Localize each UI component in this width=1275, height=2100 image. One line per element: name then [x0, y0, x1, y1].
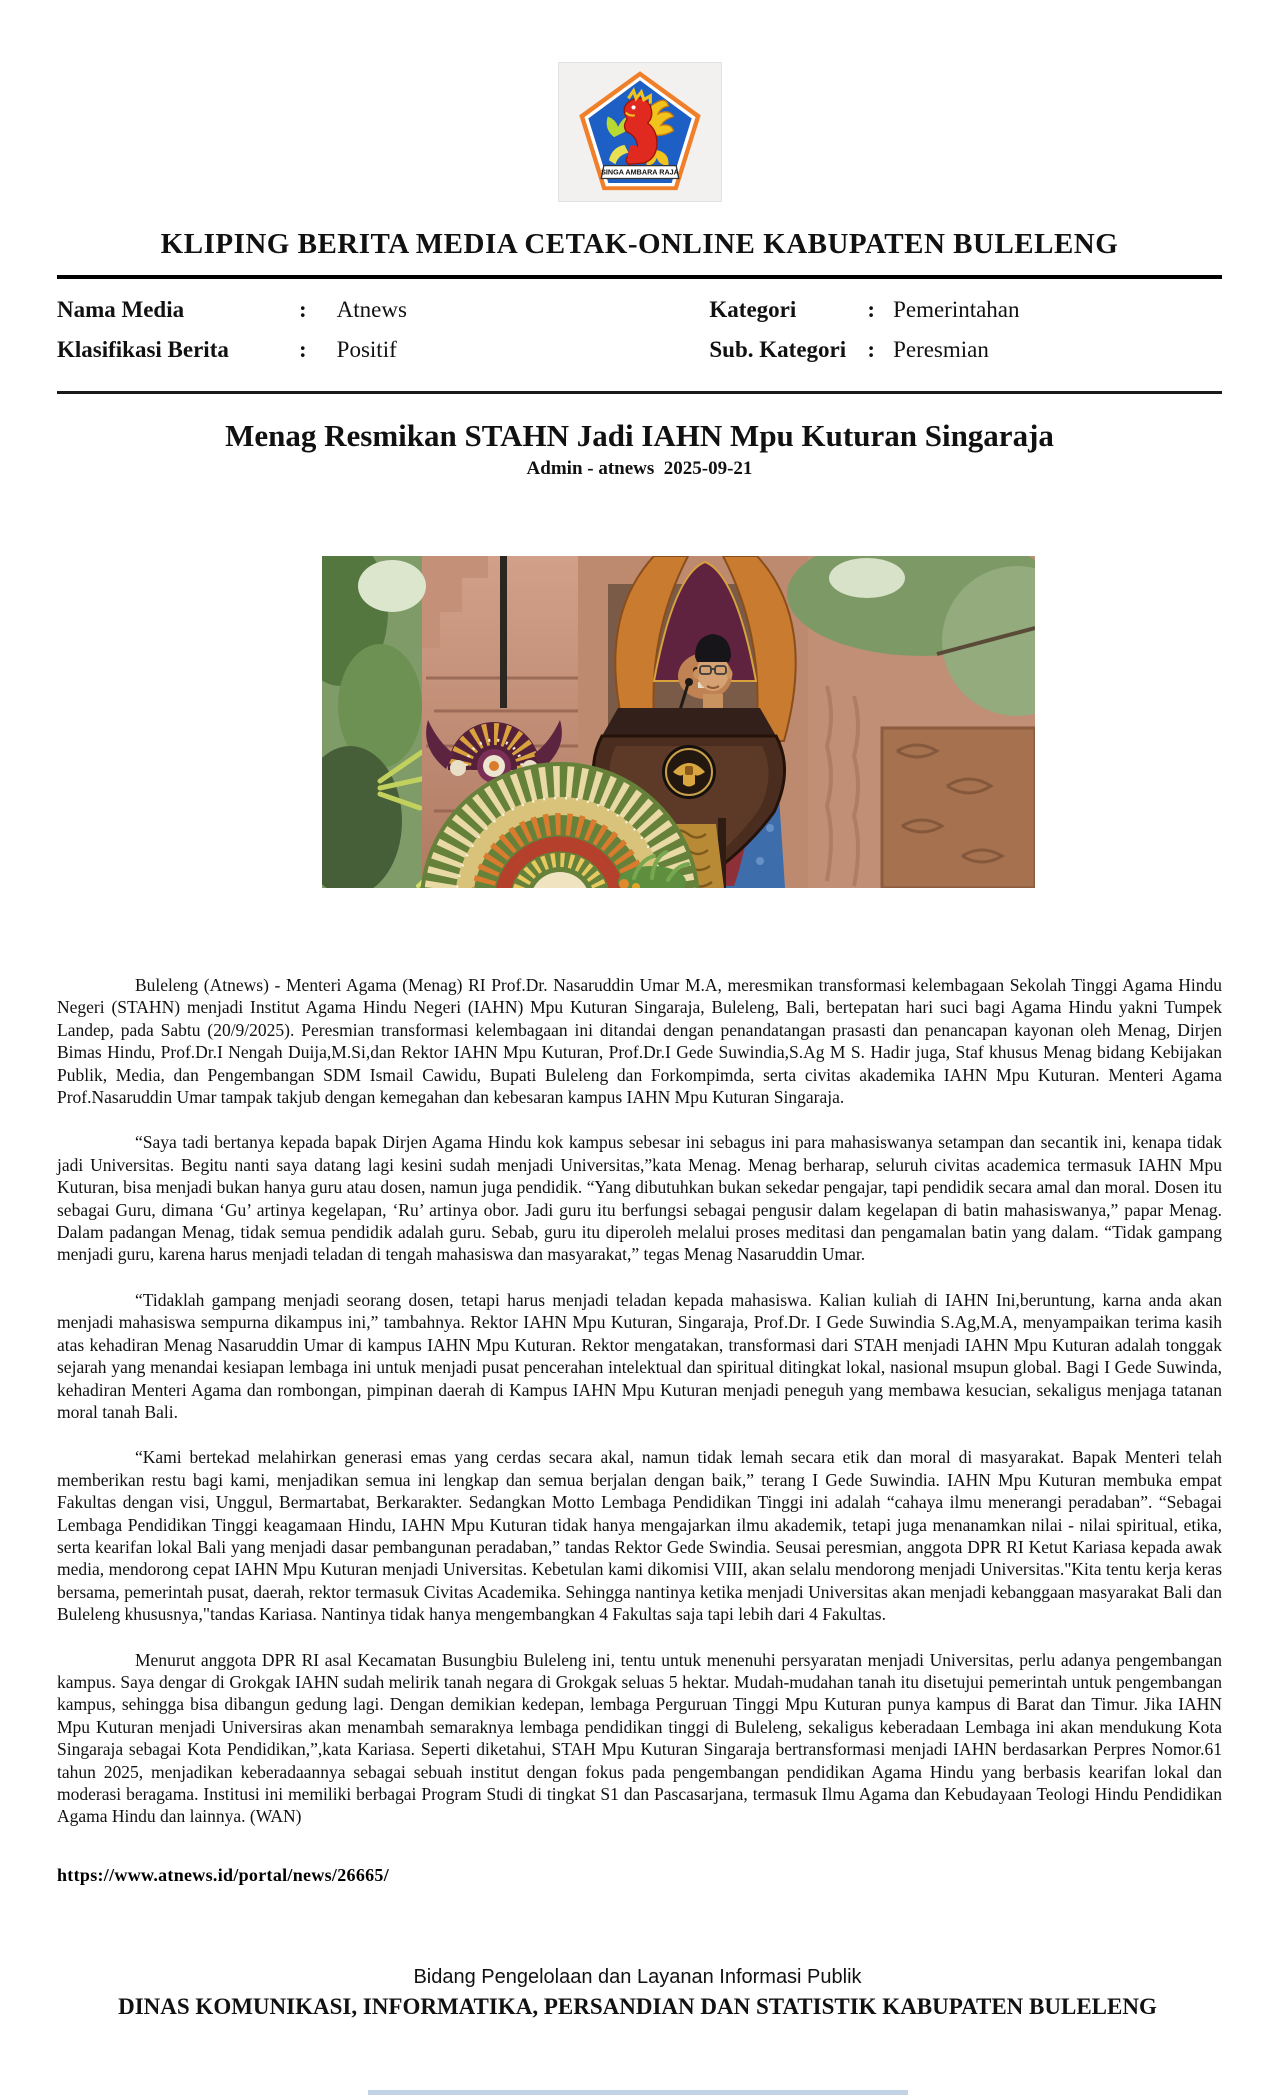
bottom-edge-artifact [368, 2090, 908, 2095]
paragraph-1: Buleleng (Atnews) - Menteri Agama (Menag) RI Prof.Dr. Nasaruddin Umar M.A, meresmikan transformasi kelembagaan Sekolah Tinggi Agama Hindu Negeri (STAHN) menjadi Institut Agama Hindu Negeri (IAHN) Mpu Kuturan Singaraja, Buleleng, Bali, bertepatan hari suci bagi Agama Hindu yakni Tumpek Landep, pada Sabtu (20/9/2025). Peresmian transformasi kelembagaan ini ditandai dengan penandatangan prasasti dan penancapan kayonan oleh Menag, Dirjen Bimas Hindu, Prof.Dr.I Nengah Duija,M.Si,dan Rektor IAHN Mpu Kuturan, Prof.Dr.I Gede Suwindia,S.Ag M S. Hadir juga, Staf khusus Menag bidang Kebijakan Publik, Media, dan Pengembangan SDM Ismail Cawidu, Bupati Buleleng dan Forkompimda, serta civitas akademika IAHN Mpu Kuturan. Menteri Agama Prof.Nasaruddin Umar tampak takjub dengan kemegahan dan kebesaran kampus IAHN Mpu Kuturan Singaraja. [57, 975, 1222, 1108]
footer-department-line: Bidang Pengelolaan dan Layanan Informasi Publik [413, 1966, 862, 1988]
kategori-value: Pemerintahan [893, 297, 1020, 322]
buleleng-crest-logo [558, 62, 722, 202]
source-url-link[interactable]: https://www.atnews.id/portal/news/26665/ [57, 1864, 390, 1885]
kategori-label: Kategori [709, 297, 797, 322]
paragraph-4: “Kami bertekad melahirkan generasi emas yang cerdas secara akal, namun tidak lemah secara etik dan moral di masyarakat. Bapak Menteri telah memberikan restu bagi kami, menjadikan semua ini lengkap dan semua berjalan dengan baik,” terang I Gede Suwindia. IAHN Mpu Kuturan membuka empat Fakultas dengan visi, Unggul, Bermartabat, Berkarakter. Sedangkan Motto Lembaga Pendidikan Tinggi ini adalah “cahaya ilmu menerangi peradaban”. “Sebagai Lembaga Pendidikan Tinggi keagamaan Hindu, IAHN Mpu Kuturan tidak hanya mengajarkan ilmu akademik, tetapi juga menanamkan nilai - nilai spiritual, etika, serta kearifan lokal Bali yang menjadi dasar pembangunan peradaban,” tandas Rektor Gede Swindia. Seusai peresmian, anggota DPR RI Ketut Kariasa kepada awak media, mendorong cepat IAHN Mpu Kuturan menjadi Universitas. Kebetulan kami dikomisi VIII, akan selalu mendorong menjadi Universitas."Kita tentu kerja keras bersama, pemerintah pusat, daerah, rektor termasuk Civitas Academika. Sehingga nantinya ketika menjadi Universitas akan menjadi kebanggaan masyarakat Bali dan Buleleng khususnya,"tandas Kariasa. Nantinya tidak hanya mengembangkan 4 Fakultas saja tapi lebih dari 4 Fakultas. [57, 1447, 1222, 1625]
media-meta-table [57, 279, 1222, 391]
divider-meta-bottom [57, 391, 1222, 394]
colon-separator: : [299, 337, 307, 362]
nama-media-value: Atnews [336, 297, 407, 322]
nama-media-label: Nama Media [57, 297, 185, 322]
paragraph-5: Menurut anggota DPR RI asal Kecamatan Busungbiu Buleleng ini, tentu untuk menenuhi persyaratan menjadi Universitas, perlu adanya pengembangan kampus. Saya dengar di Grokgak IAHN sudah melirik tanah negara di Grokgak seluas 5 hektar. Mudah-mudahan tanah itu disetujui pemerintah untuk pengembangan kampus, sehingga bisa dibangun gedung lagi. Dengan demikian kedepan, lembaga Perguruan Tinggi Mpu Kuturan punya kampus di Barat dan Timur. Jika IAHN Mpu Kuturan menjadi Universiras akan menambah semaraknya lembaga pendidikan tinggi di Buleleng, sekaligus keberadaan Lembaga ini akan mendukung Kota Singaraja sebagai Kota Pendidikan,”,kata Kariasa. Seperti diketahui, STAH Mpu Kuturan Singaraja bertransformasi menjadi IAHN berdasarkan Perpres Nomor.61 tahun 2025, menjadikan keberadaannya sebagai sebuah institut dengan fokus pada pengembangan pendidikan Agama Hindu yang berbasis kearifan lokal dan moderasi beragama. Institusi ini memiliki berbagai Program Studi di tingkat S1 dan Pascasarjana, termasuk Ilmu Agama dan Kebudayaan Teologi Hindu Pendidikan Agama Hindu dan lainnya. (WAN) [57, 1649, 1222, 1827]
paragraph-3: “Tidaklah gampang menjadi seorang dosen, tetapi harus menjadi teladan kepada mahasiswa. Kalian kuliah di IAHN Ini,beruntung, karna anda akan menjadi mahasiswa sempurna dikampus ini,” tambahnya. Rektor IAHN Mpu Kuturan, Singaraja, Prof.Dr. I Gede Suwindia S.Ag,M.A, menyampaikan terima kasih atas kehadiran Menag Nasaruddin Umar di kampus IAHN Mpu Kuturan. Rektor mengatakan, transformasi dari STAH menjadi IAHN Mpu Kuturan adalah tonggak sejarah yang menandai kesiapan lembaga ini untuk menjadi pusat pencerahan intelektual dan spiritual ditingkat lokal, nasional msupun global. Bagi I Gede Suwinda, kehadiran Menteri Agama dan rombongan, pimpinan daerah di Kampus IAHN Mpu Kuturan menjadi peneguh yang membawa kesucian, sekaligus menjaga tatanan moral tanah Bali. [57, 1289, 1222, 1422]
photo-pole [500, 556, 507, 708]
document-footer [0, 1966, 1275, 2020]
meta-row-1 [57, 297, 1222, 323]
photo-garuda-emblem [662, 745, 716, 799]
crest-banner [601, 166, 680, 179]
photo-illustration [322, 556, 1035, 888]
meta-row-2 [57, 337, 1222, 363]
article-photo [322, 556, 1035, 888]
colon-separator: : [867, 297, 876, 322]
photo-wall-right [787, 556, 1035, 888]
sub-kategori-value: Peresmian [893, 337, 989, 362]
crest-svg [575, 70, 705, 194]
article-byline: Admin - atnews 2025-09-21 [526, 458, 753, 479]
klasifikasi-value: Positif [336, 337, 397, 362]
article-title: Menag Resmikan STAHN Jadi IAHN Mpu Kuturan Singaraja [225, 418, 1054, 453]
sub-kategori-label: Sub. Kategori [709, 337, 847, 362]
klasifikasi-label: Klasifikasi Berita [57, 337, 229, 362]
footer-agency-line: DINAS KOMUNIKASI, INFORMATIKA, PERSANDIAN DAN STATISTIK KABUPATEN BULELENG [118, 1994, 1157, 2019]
colon-separator: : [299, 297, 307, 322]
article-body [57, 974, 1222, 1828]
crest-banner-text: SINGA AMBARA RAJA [600, 167, 679, 177]
paragraph-2: “Saya tadi bertanya kepada bapak Dirjen Agama Hindu kok kampus sebesar ini sebagus ini para mahasiswanya setampan dan secantik ini, kenapa tidak jadi Universitas. Begitu nanti saya datang lagi kesini sudah menjadi Universitas,”kata Menag. Menag berharap, seluruh civitas academica termasuk IAHN Mpu Kuturan, bisa menjadi bukan hanya guru atau dosen, namun juga pendidik. “Yang dibutuhkan bukan sekedar pengajar, tapi pendidik secara amal dan moral. Dosen itu sebagai Guru, dimana ‘Gu’ artinya kegelapan, ‘Ru’ artinya obor. Jadi guru itu berfungsi sebagai pengusir dalam kegelapan di batin mahasiswanya,” papar Menag. Dalam padangan Menag, tidak semua pendidik adalah guru. Sebab, guru itu diperoleh melalui proses meditasi dan pengamalan batin yang dalam. “Tidak gampang menjadi guru, karena harus menjadi teladan di tengah mahasiswa dan masyarakat,” tegas Menag Nasaruddin Umar. [57, 1132, 1222, 1265]
colon-separator: : [867, 337, 876, 362]
document-title: KLIPING BERITA MEDIA CETAK-ONLINE KABUPATEN BULELENG [160, 228, 1119, 260]
